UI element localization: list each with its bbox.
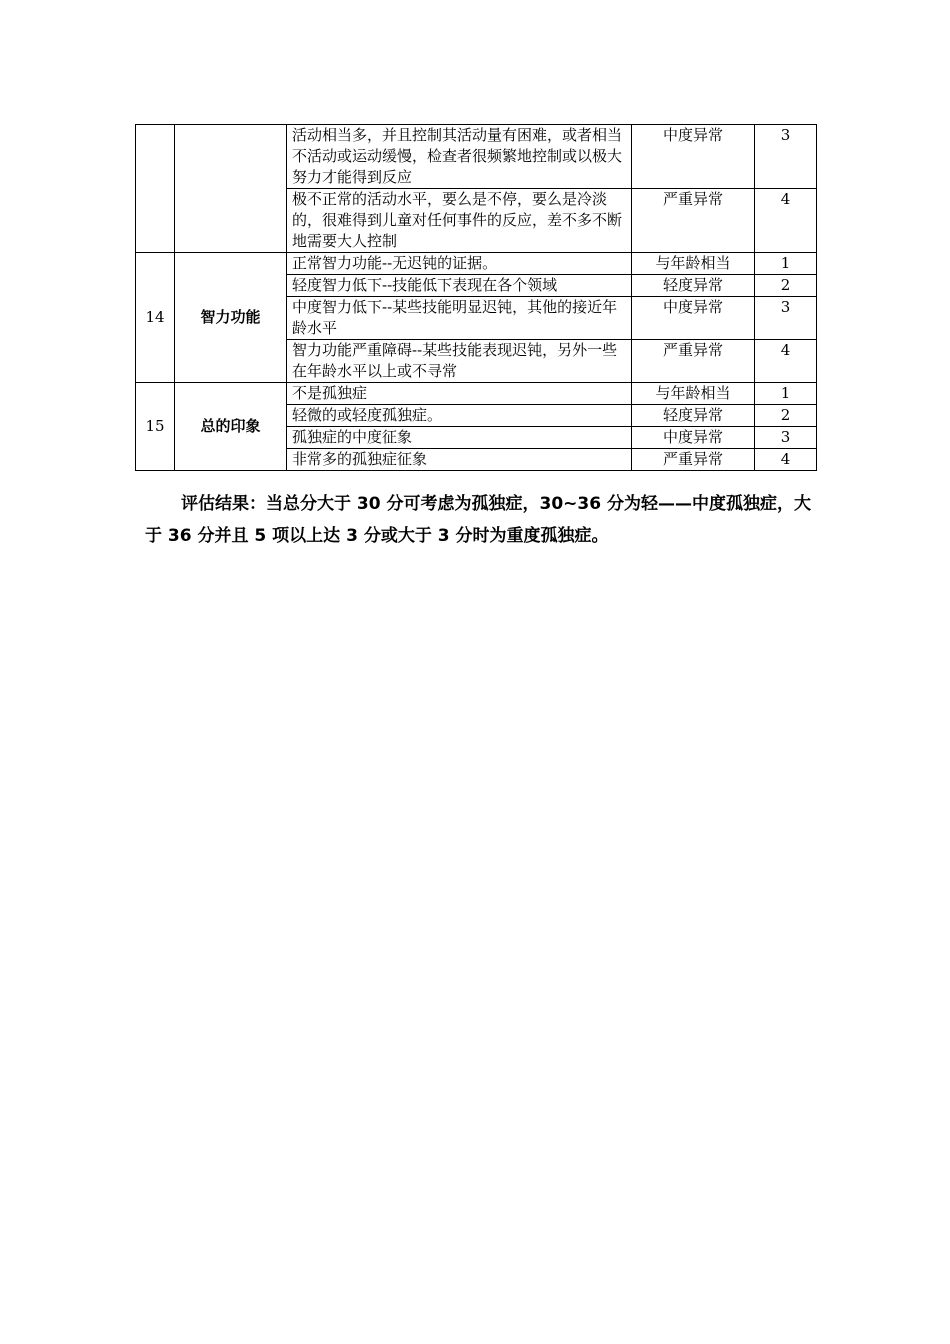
score-cell: 2 (755, 405, 817, 427)
item-number-cell: 15 (136, 383, 175, 471)
item-name-cell: 总的印象 (175, 383, 287, 471)
level-cell: 与年龄相当 (632, 383, 755, 405)
level-cell: 中度异常 (632, 427, 755, 449)
description-cell: 轻度智力低下--技能低下表现在各个领域 (287, 275, 632, 297)
item-name-cell: 智力功能 (175, 253, 287, 383)
table-row (136, 253, 817, 275)
description-cell: 轻微的或轻度孤独症。 (287, 405, 632, 427)
score-cell: 4 (755, 189, 817, 253)
level-cell: 中度异常 (632, 125, 755, 189)
item-number-cell (136, 125, 175, 253)
level-cell: 严重异常 (632, 340, 755, 383)
description-cell: 正常智力功能--无迟钝的证据。 (287, 253, 632, 275)
score-cell: 4 (755, 449, 817, 471)
level-cell: 严重异常 (632, 189, 755, 253)
assessment-result-paragraph: 评估结果：当总分大于 30 分可考虑为孤独症，30~36 分为轻——中度孤独症，大于 36 分并且 5 项以上达 3 分或大于 3 分时为重度孤独症。 (145, 494, 811, 546)
table-row (136, 383, 817, 405)
score-cell: 3 (755, 297, 817, 340)
score-cell: 1 (755, 383, 817, 405)
level-cell: 严重异常 (632, 449, 755, 471)
level-cell: 与年龄相当 (632, 253, 755, 275)
description-cell: 非常多的孤独症征象 (287, 449, 632, 471)
score-cell: 2 (755, 275, 817, 297)
autism-rating-table (135, 124, 817, 471)
description-cell: 孤独症的中度征象 (287, 427, 632, 449)
score-cell: 3 (755, 125, 817, 189)
description-cell: 极不正常的活动水平，要么是不停，要么是冷淡的，很难得到儿童对任何事件的反应，差不多不断地需要大人控制 (287, 189, 632, 253)
score-cell: 3 (755, 427, 817, 449)
item-number-cell: 14 (136, 253, 175, 383)
description-cell: 中度智力低下--某些技能明显迟钝，其他的接近年龄水平 (287, 297, 632, 340)
level-cell: 轻度异常 (632, 405, 755, 427)
description-cell: 智力功能严重障碍--某些技能表现迟钝，另外一些在年龄水平以上或不寻常 (287, 340, 632, 383)
level-cell: 中度异常 (632, 297, 755, 340)
score-cell: 1 (755, 253, 817, 275)
score-cell: 4 (755, 340, 817, 383)
description-cell: 活动相当多，并且控制其活动量有困难，或者相当不活动或运动缓慢，检查者很频繁地控制或以极大努力才能得到反应 (287, 125, 632, 189)
table-row (136, 125, 817, 189)
description-cell: 不是孤独症 (287, 383, 632, 405)
item-name-cell (175, 125, 287, 253)
level-cell: 轻度异常 (632, 275, 755, 297)
